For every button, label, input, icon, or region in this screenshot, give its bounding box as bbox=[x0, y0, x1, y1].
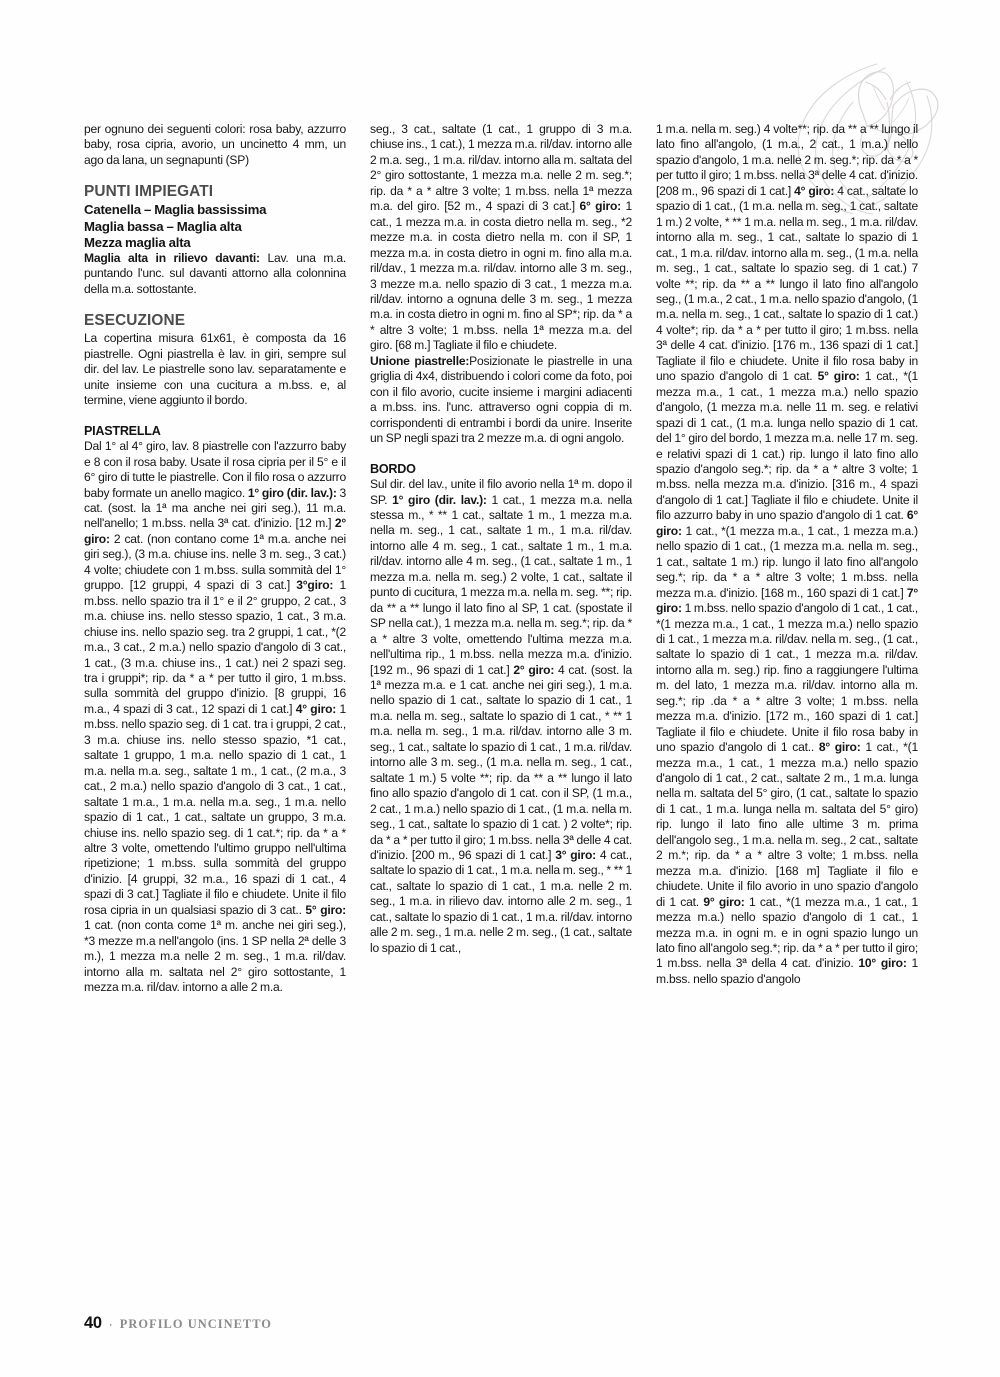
heading-bordo: BORDO bbox=[370, 461, 416, 476]
spacer bbox=[84, 409, 346, 424]
column-right bbox=[656, 122, 918, 1302]
bordo-giro-6-label: 6° giro: bbox=[656, 508, 918, 538]
giro-2-text: 2 cat. (non contano come 1ª m.a. anche nei giri seg.), (3 m.a. chiuse ins. nelle 3 m. seg., 3 cat.) 4 volte; chiudete con 1 m.bss. sulla sommità del 1° gruppo. [12 gruppi, 4 spazi di 3 cat.] bbox=[84, 531, 346, 593]
bordo-giro-9-label: 9° giro: bbox=[703, 894, 745, 909]
footer-separator: · bbox=[108, 1317, 113, 1331]
giro-6-text: 1 cat., 1 mezza m.a. in costa dietro nella m. seg., *2 mezze m.a. in costa dietro nella m. con il SP, 1 mezza m.a. in costa dietro in ogni m. fino alla m.a. ril/dav., 1 mezza m.a. ril/dav. intorno alle 3 m. seg., 3 mezze m.a. nello spazio di 3 cat., 1 mezza m.a. ril/dav. intorno a ognuna delle 3 m. seg., 1 mezza m.a. in costa dietro in ogni m. fino al SP*; rip. da * a * altre 3 volte; 1 m.bss. nella 1ª mezza m.a. del giro. [68 m.] Tagliate il filo e chiudete. bbox=[370, 199, 633, 353]
spacer bbox=[370, 447, 632, 462]
text-columns bbox=[84, 122, 919, 1302]
bordo-giro-6-text: 1 cat., *(1 mezza m.a., 1 cat., 1 mezza m.a.) nello spazio di 1 cat., (1 mezza m.a. nella m. seg., 1 cat., saltate 1 m.) rip. lungo il lato fino all'angolo seg.*; rip. da * a * altre 3 volte; 1 m.bss. nella mezza m.a. d'inizio. [168 m., 160 spazi di 1 cat.] bbox=[656, 523, 918, 600]
unione-piastrelle-paragraph bbox=[370, 354, 632, 447]
spacer bbox=[84, 297, 346, 312]
page-footer bbox=[84, 1314, 272, 1333]
bordo-instructions bbox=[370, 477, 632, 956]
giro-5-label: 5° giro: bbox=[305, 902, 346, 917]
heading-esecuzione: ESECUZIONE bbox=[84, 312, 186, 330]
giro-4-label: 4° giro: bbox=[295, 701, 337, 716]
bordo-giro-9-text: 1 cat., *(1 mezza m.a., 1 cat., 1 mezza m.a.) nello spazio d'angolo di 1 cat., 1 mezza m.a. in ogni m. e in ogni spazio lungo un lato fino all'angolo seg.*; rip. da * a * per tutto il giro; 1 m.bss. nella 3ª della 4 cat. d'inizio. bbox=[656, 894, 918, 971]
giro-3-text: 1 m.bss. nello spazio tra il 1° e il 2° gruppo, 2 cat., 3 m.a. chiuse ins. nello stesso spazio, 1 cat., 3 m.a. chiuse ins. nello spazio seg. tra 2 gruppi, 1 cat., *(2 m.a., 3 cat., 2 m.a.) nello spazio d'angolo di 3 cat., 1 cat., (3 m.a. chiuse ins., 1 cat.) nei 2 spazi seg. tra i gruppi*; rip. da * a * per tutto il giro, 1 m.bss. sulla sommità del gruppo d'inizio. [8 gruppi, 16 m.a., 4 spazi di 3 cat., 12 spazi di 1 cat.] bbox=[84, 578, 347, 716]
bordo-giro-1-text: 1 cat., 1 mezza m.a. nella stessa m., * ** 1 cat., saltate 1 m., 1 mezza m.a. nella m. seg., 1 cat., saltate 1 m., 1 m.a. ril/dav. intorno alle 4 m. seg., 1 cat., saltate 1 m., 1 m.a. ril/dav. intorno alle 4 m. seg., (1 cat., saltate 1 m., 1 mezza m.a. nella m. seg.) 2 volte, 1 cat., saltate il punto di cucitura, 1 mezza m.a. nella m. seg. **; rip. da ** a ** lungo il lato fino al SP, 1 cat. (spostate il SP nella cat.), 1 mezza m.a. nella m. seg.*; rip. da * a * altre 3 volte, omettendo l'ultima mezza m.a. nell'ultima rip., 1 m.bss. nella mezza m.a. d'inizio. [192 m., 96 spazi di 1 cat.] bbox=[370, 492, 632, 677]
punti-line-4-label: Maglia alta in rilievo davanti: bbox=[84, 250, 260, 265]
giro-3-label: 3°giro: bbox=[296, 578, 334, 593]
esecuzione-paragraph: La copertina misura 61x61, è composta da 16 piastrelle. Ogni piastrella è lav. in giri, sempre sul dir. del lav. Le piastrelle sono lav. separatamente e unite insieme con una cucitura a m.bss. e, al termine, viene aggiunto il bordo. bbox=[84, 331, 346, 408]
punti-line-4-text: Lav. una m.a. puntando l'unc. sul davanti attorno alla colonnina della m.a. sottostante. bbox=[84, 250, 347, 296]
giro-6-label: 6° giro: bbox=[579, 199, 621, 214]
giro-2-label: 2° giro: bbox=[84, 516, 346, 546]
intro-paragraph: per ognuno dei seguenti colori: rosa baby, azzurro baby, rosa cipria, avorio, un uncinetto 4 mm, un ago da lana, un segnapunti (SP) bbox=[84, 122, 346, 167]
bordo-giro-4-label: 4° giro: bbox=[794, 183, 835, 198]
punti-line-1: Catenella – Maglia bassissima bbox=[84, 202, 267, 218]
unione-piastrelle-label: Unione piastrelle: bbox=[370, 353, 470, 368]
middle-cont-text: seg., 3 cat., saltate (1 cat., 1 gruppo di 3 m.a. chiuse ins., 1 cat.), 1 mezza m.a. ril/dav. intorno alle 2 m.a. seg., 1 m.a. ril/dav. intorno alla m. saltata del 2° giro sottostante, 1 mezza m.a. nelle 2 m. seg.*; rip. da * a * altre 3 volte; 1 m.bss. nella 1ª mezza m.a. del giro. [52 m., 4 spazi di 3 cat.] bbox=[370, 122, 632, 214]
bordo-giro-2-text: 4 cat. (sost. la 1ª mezza m.a. e 1 cat. anche nei giri seg.), 1 m.a. nello spazio di 1 cat., saltate lo spazio di 1 cat., 1 m.a. nella m. seg., saltate lo spazio di 1 cat., * ** 1 m.a. nella m. seg., 1 m.a. ril/dav. intorno alle 3 m. seg., 1 cat., saltate lo spazio di 1 cat., 1 m.a. ril/dav. intorno alle 3 m. seg., (1 m.a. nella m. seg., 1 cat., saltate 1 m.) 5 volte **; rip. da ** a ** lungo il lato fino allo spazio d'angolo di 1 cat. con il SP, (1 m.a., 2 cat., 1 m.a.) nello spazio di 1 cat., (1 m.a. nella m. seg., 1 cat., saltate lo spazio di 1 cat. ) 2 volte*; rip. da * a * per tutto il giro; 1 m.bss. nella 3ª delle 4 cat. d'inizio. [200 m., 96 spazi di 1 cat.] bbox=[370, 662, 633, 862]
bordo-giro-7-label: 7° giro: bbox=[656, 585, 918, 616]
bordo-giro-10-label: 10° giro: bbox=[858, 956, 907, 971]
heading-piastrella: PIASTRELLA bbox=[84, 423, 161, 438]
bordo-giro-8-label: 8° giro: bbox=[818, 740, 861, 755]
right-cont-text: 1 m.a. nella m. seg.) 4 volte**; rip. da ** a ** lungo il lato fino all'angolo, (1 m.a., 2 cat., 1 m.a.) nello spazio d'angolo, 1 m.a. nelle 2 m. seg.*; rip. da * a * per tutto il giro; 1 m.bss. nella 3ª delle 4 cat. d'inizio. [208 m., 96 spazi di 1 cat.] bbox=[656, 122, 918, 198]
column-left bbox=[84, 122, 346, 1302]
spacer bbox=[84, 168, 346, 183]
bordo-giro-3-text: 4 cat., saltate lo spazio di 1 cat., 1 m.a. nella m. seg., * ** 1 cat., saltate lo spazio di 1 cat., 1 m.a. nelle 2 m. seg., 1 m.a. in rilievo dav. intorno alle 2 m. seg., 1 cat., saltate lo spazio di 1 cat., 1 m.a. ril/dav. intorno alle 2 m. seg., 1 m.a. nelle 2 m. seg., (1 cat., saltate lo spazio di 1 cat., bbox=[370, 847, 633, 955]
giro-1-text: 3 cat. (sost. la 1ª ma anche nei giri seg.), 11 m.a. nell'anello; 1 m.bss. nella 3ª cat. d'inizio. [12 m.] bbox=[84, 485, 347, 531]
bordo-giro-5-text: 1 cat., *(1 mezza m.a., 1 cat., 1 mezza m.a.) nello spazio d'angolo, (1 mezza m.a. nelle 11 m. seg. e relativi spazi di 1 cat., (1 m.a. lunga nello spazio di 1 cat. del 1° giro del bordo, 1 mezza m.a. nelle 17 m. seg. e relativi spazi di 1 cat.) rip. lungo il lato fino allo spazio d'angolo seg.*; rip. da * a * altre 3 volte; 1 m.bss. nella mezza m.a. d'inizio. [316 m., 4 spazi d'angolo di 1 cat.] Tagliate il filo e chiudete. Unite il filo azzurro baby in uno spazio d'angolo di 1 cat. bbox=[656, 369, 918, 523]
piastrella-intro: Dal 1° al 4° giro, lav. 8 piastrelle con l'azzurro baby e 8 con il rosa baby. Usate il rosa cipria per il 5° e il 6° giro di tutte le piastrelle. Con il filo rosa o azzurro baby formate un anello magico. bbox=[84, 439, 346, 500]
bordo-giro-2-label: 2° giro: bbox=[513, 662, 555, 677]
middle-continued-paragraph bbox=[370, 122, 632, 354]
bordo-giro-4-text: 4 cat., saltate lo spazio di 1 cat., (1 m.a. nella m. seg., 1 cat., saltate 1 m.) 2 volte, * ** 1 m.a. nella m. seg., 1 m.a. ril/dav. intorno alla m. seg., 1 cat., saltate lo spazio di 1 cat., 1 m.a. ril/dav. intorno alla m. seg., (1 m.a. nella m. seg., 1 cat., saltate lo spazio seg. di 1 cat.) 7 volte **; rip. da ** a ** lungo il lato fino all'angolo seg., (1 m.a., 2 cat., 1 m.a. nello spazio d'angolo, (1 m.a. nella m. seg., 1 cat., saltate lo spazio di 1 cat.) 4 volte*; rip. da * a * per tutto il giro; 1 m.bss. nella 3ª delle 4 cat. d'inizio. [176 m., 136 spazi di 1 cat.] Tagliate il filo e chiudete. Unite il filo rosa baby in uno spazio d'angolo di 1 cat. bbox=[656, 183, 918, 384]
unione-piastrelle-text: Posizionate le piastrelle in una griglia di 4x4, distribuendo i colori come da foto, poi con il filo avorio, cucite insieme i margini adiacenti a m.bss. ins. l'unc. attraverso ogni coppia di m. corrispondenti di entrambi i bordi da unire. Inserite un SP negli spazi tra 2 mezze m.a. di ogni angolo. bbox=[370, 353, 632, 446]
punti-line-4 bbox=[84, 251, 346, 297]
heading-punti-impiegati: PUNTI IMPIEGATI bbox=[84, 183, 214, 201]
piastrella-instructions bbox=[84, 439, 346, 995]
bordo-giro-8-text: 1 cat., *(1 mezza m.a., 1 cat., 1 mezza m.a.) nello spazio d'angolo di 1 cat., 2 cat., saltate 2 m., 1 m.a. lunga nella m. saltata del 5° giro, (1 cat., saltate lo spazio di 1 cat., 1 m.a. lunga nella m. saltata del 5° giro) rip. lungo il lato fino alle ultime 3 m. prima dell'angolo seg., 1 m.a. nella m. seg., 2 cat., saltate 2 m.*; rip. da * a * altre 3 volte; 1 m.bss. nella mezza m.a. d'inizio. [168 m] Tagliate il filo e chiudete. Unite il filo avorio in uno spazio d'angolo di 1 cat. bbox=[656, 740, 918, 909]
bordo-intro: Sul dir. del lav., unite il filo avorio nella 1ª m. dopo il SP. bbox=[370, 477, 632, 507]
bordo-giro-5-label: 5° giro: bbox=[817, 369, 860, 384]
column-middle bbox=[370, 122, 632, 1302]
giro-4-text: 1 m.bss. nello spazio seg. di 1 cat. tra i gruppi, 2 cat., 3 m.a. chiuse ins. nello stesso spazio, *1 cat., saltate 1 gruppo, 1 m.a. nello spazio di 1 cat., 1 m.a. nella m.a. seg., saltate 1 m., 1 cat., (2 m.a., 3 cat., 2 m.a.) nello spazio d'angolo di 3 cat., 1 cat., saltate 1 m.a., 1 m.a. nella m.a. seg., 1 m.a. nello spazio di 1 cat., 1 cat., saltate un gruppo, 3 m.a. chiuse ins. nello spazio seg. di 1 cat.*; rip. da * a * altre 3 volte, omettendo l'ultimo gruppo nell'ultima ripetizione; 1 m.bss. sulla sommità del gruppo d'inizio. [4 gruppi, 32 m.a., 16 spazi di 1 cat., 4 spazi di 3 cat.] Tagliate il filo e chiudete. Unite il filo rosa cipria in un qualsiasi spazio di 3 cat.. bbox=[84, 701, 347, 917]
right-continued-paragraph bbox=[656, 122, 918, 987]
bordo-giro-10-text: 1 m.bss. nello spazio d'angolo bbox=[656, 956, 918, 986]
bordo-giro-3-label: 3° giro: bbox=[555, 847, 596, 862]
bordo-giro-7-text: 1 m.bss. nello spazio d'angolo di 1 cat., 1 cat., *(1 mezza m.a., 1 cat., 1 mezza m.a.) nello spazio di 1 cat., 1 mezza m.a. ril/dav. nella m. seg., (1 cat., saltate lo spazio di 1 cat., 1 mezza m.a. ril/dav. intorno alla m. seg.) rip. fino a raggiungere l'ultima m. del lato, 1 mezza m.a. ril/dav. intorno alla m. seg.*; rip .da * a * altre 3 volte; 1 m.bss. nella mezza m.a. d'inizio. [172 m., 160 spazi di 1 cat.] Tagliate il filo e chiudete. Unite il filo rosa baby in uno spazio d'angolo di 1 cat.. bbox=[656, 601, 918, 755]
page-number: 40 bbox=[84, 1314, 102, 1332]
giro-1-label: 1° giro (dir. lav.): bbox=[247, 485, 337, 500]
running-title: PROFILO UNCINETTO bbox=[119, 1317, 272, 1331]
giro-5-text: 1 cat. (non conta come 1ª m. anche nei giri seg.), *3 mezze m.a nell'angolo (ins. 1 SP nella 2ª delle 3 m.), 1 mezza m.a nelle 2 m. seg., 1 m.a. ril/dav. intorno alla m. saltata nel 2° giro sottostante, 1 mezza m.a. ril/dav. intorno a alle 2 m.a. bbox=[84, 918, 346, 995]
punti-line-2: Maglia bassa – Maglia alta bbox=[84, 218, 242, 234]
bordo-giro-1-label: 1° giro (dir. lav.): bbox=[392, 492, 487, 507]
punti-line-3: Mezza maglia alta bbox=[84, 234, 191, 250]
